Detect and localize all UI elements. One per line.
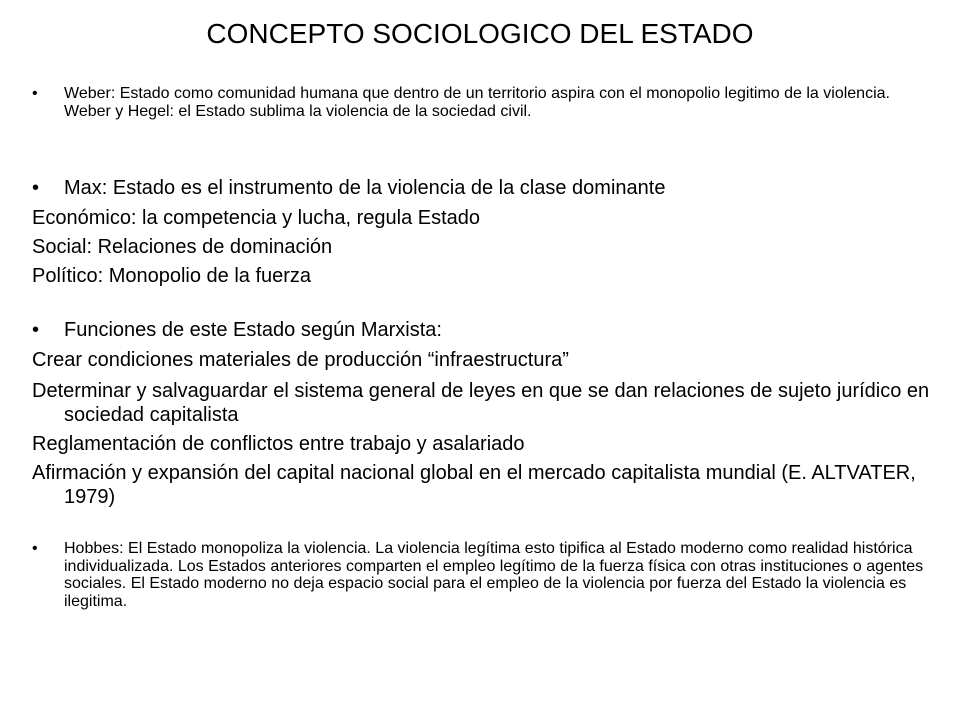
- funciones-line-afirmacion: Afirmación y expansión del capital nacional global en el mercado capitalista mundial (E. ALTVATER, 1979): [32, 462, 916, 508]
- bullet-dot: •: [32, 540, 38, 557]
- funciones-line-reglamentacion: Reglamentación de conflictos entre trabajo y asalariado: [32, 433, 525, 455]
- bullet-weber-text: Weber: Estado como comunidad humana que dentro de un territorio aspira con el monopolio legitimo de la violencia. Weber y Hegel: el Estado sublima la violencia de la sociedad civil.: [64, 85, 890, 120]
- max-line-economico: Económico: la competencia y lucha, regula Estado: [32, 207, 481, 229]
- bullet-max: [32, 176, 932, 200]
- bullet-funciones-text: Funciones de este Estado según Marxista:: [64, 319, 442, 341]
- bullet-weber: [32, 85, 932, 120]
- funciones-line-determinar: Determinar y salvaguardar el sistema general de leyes en que se dan relaciones de sujeto jurídico en sociedad capitalista: [32, 380, 930, 426]
- bullet-max-text: Max: Estado es el instrumento de la violencia de la clase dominante: [64, 177, 666, 199]
- bullet-hobbes: [32, 540, 932, 610]
- bullet-dot: •: [32, 319, 40, 341]
- bullet-dot: •: [32, 85, 38, 102]
- max-line-social: Social: Relaciones de dominación: [32, 236, 333, 258]
- bullet-dot: •: [32, 177, 40, 199]
- max-line-politico: Político: Monopolio de la fuerza: [32, 265, 312, 287]
- slide-title: CONCEPTO SOCIOLOGICO DEL ESTADO: [206, 18, 754, 49]
- funciones-line-crear: Crear condiciones materiales de producción “infraestructura”: [32, 349, 569, 371]
- bullet-funciones: [32, 318, 932, 342]
- bullet-hobbes-text: Hobbes: El Estado monopoliza la violencia. La violencia legítima esto tipifica al Estado moderno como realidad histórica individualizada. Los Estados anteriores comparten el empleo legítimo de la fuerza física con otras instituciones o agentes sociales. El Estado moderno no deja espacio social para el empleo de la violencia por fuerza del Estado la violencia es ilegitima.: [64, 540, 924, 610]
